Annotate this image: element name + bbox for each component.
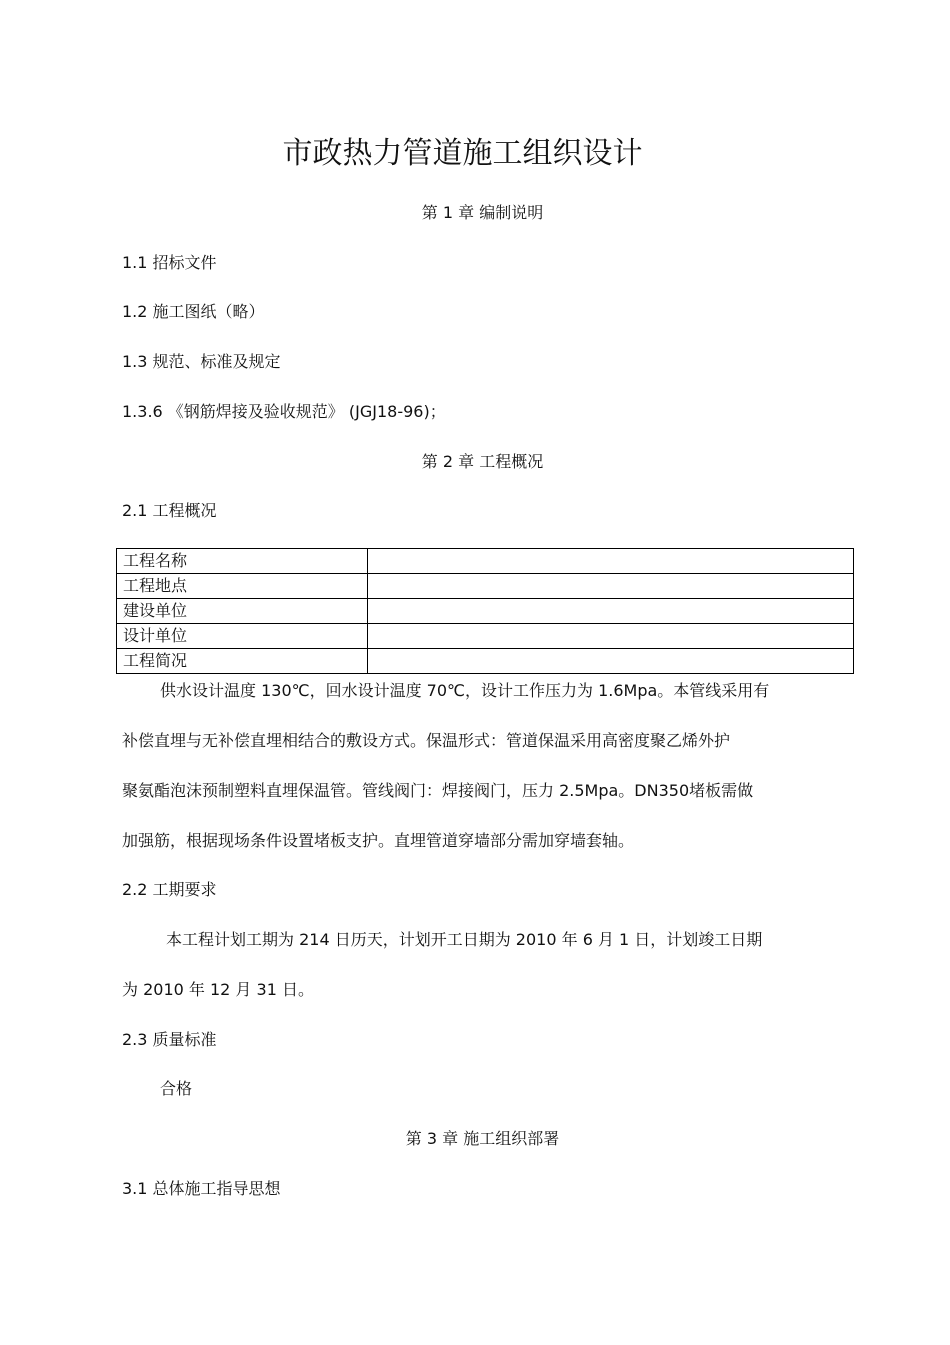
table-row (117, 599, 854, 624)
table-cell-value (368, 624, 854, 649)
table-row (117, 574, 854, 599)
section-2-3: 2.3 质量标准 (122, 1030, 217, 1049)
overview-line: 加强筋，根据现场条件设置堵板支护。直埋管道穿墙部分需加穿墙套轴。 (122, 831, 635, 850)
project-info-table (116, 548, 854, 674)
overview-line: 聚氨酯泡沫预制塑料直埋保温管。管线阀门：焊接阀门，压力 2.5Mpa。DN350堵板需做 (122, 781, 754, 800)
table-cell-label: 设计单位 (117, 624, 368, 649)
section-1-3-6: 1.3.6 《钢筋焊接及验收规范》 (JGJ18-96)； (122, 402, 446, 421)
table-row (117, 649, 854, 674)
table-cell-value (368, 574, 854, 599)
table-cell-label: 工程名称 (117, 549, 368, 574)
section-1-3: 1.3 规范、标准及规定 (122, 352, 281, 371)
table-cell-value (368, 549, 854, 574)
quality-standard-text: 合格 (160, 1079, 193, 1098)
overview-line: 供水设计温度 130℃，回水设计温度 70℃，设计工作压力为 1.6Mpa。本管线采用有 (160, 681, 770, 700)
document-title: 市政热力管道施工组织设计 (282, 136, 643, 171)
section-2-1: 2.1 工程概况 (122, 501, 217, 520)
table-row (117, 624, 854, 649)
table-cell-label: 工程地点 (117, 574, 368, 599)
section-1-1: 1.1 招标文件 (122, 253, 217, 272)
table-cell-value (368, 599, 854, 624)
overview-line: 补偿直埋与无补偿直埋相结合的敷设方式。保温形式：管道保温采用高密度聚乙烯外护 (122, 731, 731, 750)
table-cell-value (368, 649, 854, 674)
chapter-2-heading: 第 2 章 工程概况 (421, 452, 544, 471)
chapter-1-heading: 第 1 章 编制说明 (421, 203, 544, 222)
section-1-2: 1.2 施工图纸（略） (122, 302, 265, 321)
section-3-1: 3.1 总体施工指导思想 (122, 1179, 281, 1198)
schedule-line: 本工程计划工期为 214 日历天，计划开工日期为 2010 年 6 月 1 日，计划竣工日期 (166, 930, 763, 949)
chapter-3-heading: 第 3 章 施工组织部署 (405, 1129, 560, 1148)
table-cell-label: 工程简况 (117, 649, 368, 674)
table-row (117, 549, 854, 574)
section-2-2: 2.2 工期要求 (122, 880, 217, 899)
table-cell-label: 建设单位 (117, 599, 368, 624)
schedule-line: 为 2010 年 12 月 31 日。 (122, 980, 314, 999)
